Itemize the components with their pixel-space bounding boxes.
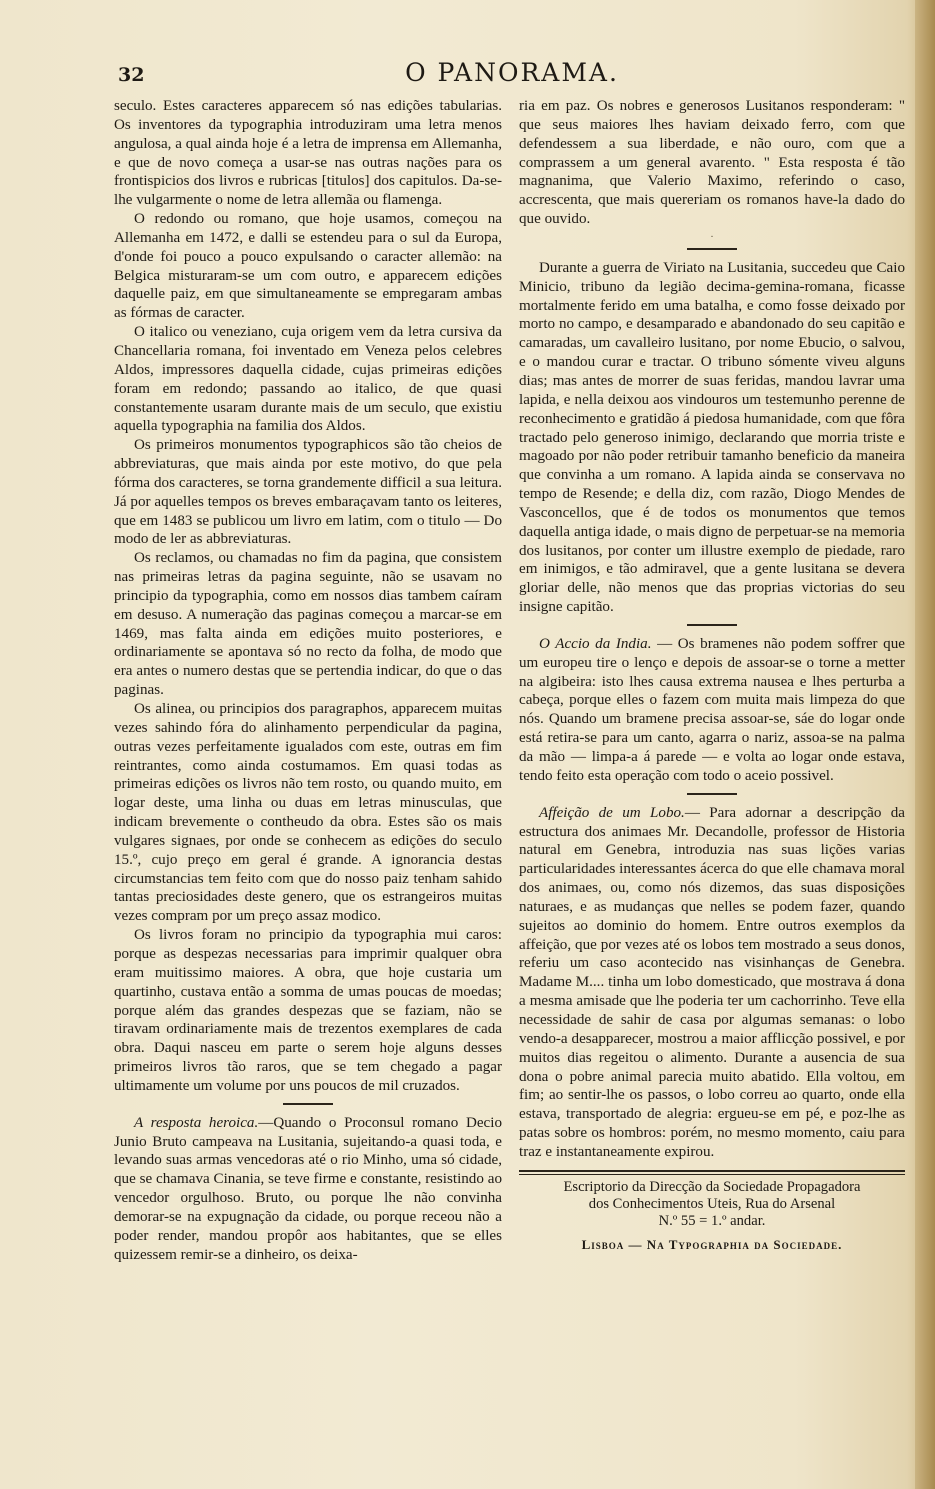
printer-line: Lisboa — Na Typographia da Sociedade. (581, 1236, 843, 1252)
page-number: 32 (118, 64, 145, 86)
section-divider (687, 248, 737, 250)
paragraph: O italico ou veneziano, cuja origem vem da letra cursiva da Chancellaria romana, foi inventado em Veneza pelos celebres Aldos, impressores daquella cidade, cujas primeiras edições foram em redondo; passando ao italico, de que quasi constantemente usaram durante mais de um seculo, que existiu aquella typographia na familia dos Aldos. (114, 324, 502, 435)
paragraph: Os livros foram no principio da typographia mui caros: porque as despezas necessarias para imprimir qualquer obra eram muitissimo maiores. A obra, que hoje custaria um quartinho, custava então a somma de umas poucas de moedas; porque além das grandes despezas que se faziam, não se tiravam ordinariamente mais de trezentos exemplares de cada obra. Daqui nasceu em parte o serem hoje alguns desses primeiros livros tão raros, que se tem chegado a pagar ultimamente um volume por uns poucos de mil cruzados. (114, 927, 502, 1094)
journal-title: O PANORAMA. (405, 58, 619, 87)
lobo-text: — Para adornar a descripção da estructura dos animaes Mr. Decandolle, professor de Historia natural em Genebra, introduzia nas suas lições varias particularidades interessantes ácerca do que elle chamava moral dos animaes, ou, como nós dizemos, das suas disposições naturaes, e as mudanças que nelles se podem fazer, quando sujeitos ao dominio do homem. Entre outros exemplos da affeição, que por vezes até os lobos tem mostrado a seus donos, referiu um caso acontecido nas visinhanças de Genebra. Madame M.... tinha um lobo domesticado, que mostrava á dona a mesma amisade que lhe poderia ter um cachorrinho. Teve ella necessidade de sahir de casa por algumas semanas: o lobo vendo-a desapparecer, mostrou a maior afflicção possivel, e por muitos dias regeitou o alimento. Durante a ausencia de sua dona o pobre animal parecia muito abatido. Ella voltou, em fim; ao sentir-lhe os passos, o lobo correu ao quarto, onde ella estava, transportado de alegria: ergueu-se em pé, e poz-lhe as patas sobre os hombros: porém, no mesmo momento, caiu para traz e instantaneamente expirou. (519, 804, 905, 1160)
lobo-title: Affeição de um Lobo. (539, 804, 685, 821)
colophon-line: Escriptorio da Direcção da Sociedade Propagadora (563, 1178, 861, 1195)
resposta-continuation: ria em paz. Os nobres e generosos Lusitanos responderam: " que seus maiores lhes haviam deixado ferro, com que defendessem a sua liberdade, e não ouro, com que a comprassem a um general avarento. " Esta resposta é tão magnanima, que Valerio Maximo, referindo o caso, accrescenta, que mais quereriam os romanos have-la dado do que ouvido. (519, 98, 905, 228)
page-header (112, 58, 912, 98)
paragraph: Os reclamos, ou chamadas no fim da pagina, que consistem nas primeiras letras da pagina seguinte, não se usavam no principio da typographia, como em nossos dias tambem caíram em desuso. A numeração das paginas começou a marcar-se em 1469, mas falta ainda em edições muito posteriores, e ordinariamente se apontava só no recto da folha, de modo que era antes o numero destas que se pertendia indicar, do que o das paginas. (114, 550, 502, 699)
accio-paragraph (519, 635, 905, 786)
paragraph: O redondo ou romano, que hoje usamos, começou na Allemanha em 1472, e dalli se estendeu para o sul da Europa, d'onde foi pouco a pouco expulsando o caracter allemão: na Belgica misturaram-se um com outro, e apparecem edições daquelle paiz, em que simultaneamente se empregaram ambas as fórmas de caracter. (114, 211, 502, 322)
lobo-paragraph (519, 804, 905, 1162)
paragraph: Os alinea, ou principios dos paragraphos, apparecem muitas vezes sahindo fóra do alinhamento perpendicular da pagina, outras vezes perfeitamente igualados com este, outras em fim reintrantes, como ainda costumamos. Em quasi todas as primeiras edições os livros não tem rosto, ou quando muito, em logar deste, uma linha ou duas em letras minusculas, que indicam brevemente o contheudo da obra. Estes são os mais vulgares signaes, por onde se conhecem as edições do seculo 15.º, cujo preço em geral é grande. A ignorancia destas circumstancias tem feito com que do nosso paiz tenham sahido tantas preciosidades deste genero, que os estrangeiros muitas vezes compram por um preço assaz modico. (114, 701, 502, 925)
resposta-text: —Quando o Proconsul romano Decio Junio Bruto campeava na Lusitania, sujeitando-a quasi toda, e levando suas armas vencedoras até o rio Minho, uma só cidade, que se chamava Cinania, se teve firme e constante, resistindo ao vencedor orgulhoso. Bruto, ou porque lhe não convinha demorar-se na expugnação da cidade, ou porque receou não a poder render, mandou propôr aos habitantes, que se elles quizessem remir-se a dinheiro, os deixa- (114, 1114, 502, 1263)
accio-title: O Accio da India. (539, 635, 652, 652)
section-divider (687, 793, 737, 795)
accio-text: — Os bramenes não podem soffrer que um europeu tire o lenço e depois de assoar-se o torne a metter na algibeira: isto lhes causa extrema nausea e lhes perturba a cabeça, porque elles o fazem com muita mais limpeza do que nós. Quando um bramene precisa assoar-se, sáe do logar onde está retira-se para um canto, agarra o nariz, assoa-se na palma da mão — limpa-a á parede — e volta ao logar onde estava, tendo feito esta operação com todo o aceio possivel. (519, 635, 905, 784)
section-divider (687, 624, 737, 626)
left-column (114, 97, 502, 1264)
colophon (519, 1170, 905, 1253)
colophon-line: dos Conhecimentos Uteis, Rua do Arsenal (588, 1195, 836, 1212)
resposta-title: A resposta heroica. (134, 1114, 259, 1131)
paragraph: seculo. Estes caracteres apparecem só nas edições tabularias. Os inventores da typographia introduziram uma letra menos angulosa, a qual ainda hoje é a letra de imprensa em Allemanha, e que de novo começa a usar-se nas outras nações para os frontispicios dos livros e rubricas [titulos] dos capitulos. Da-se-lhe vulgarmente o nome de letra allemãa ou flamenga. (114, 98, 502, 209)
section-divider (283, 1103, 333, 1105)
right-column (519, 97, 905, 1253)
resposta-paragraph (114, 1114, 502, 1265)
colophon-line: N.º 55 = 1.º andar. (658, 1212, 766, 1229)
paragraph: Os primeiros monumentos typographicos são tão cheios de abbreviaturas, que mais ainda por este motivo, do que pela fórma dos caracteres, se torna grandemente difficil a sua leitura. Já por aquelles tempos os breves embaraçavam tanto os leiteres, que em 1483 se publicou um livro em latim, com o titulo — Do modo de ler as abbreviaturas. (114, 437, 502, 548)
page-edge (915, 0, 935, 1489)
viriato-paragraph: Durante a guerra de Viriato na Lusitania, succedeu que Caio Minicio, tribuno da legião decima-gemina-romana, ficasse mortalmente ferido em uma batalha, e como fosse deixado por morto no campo, e desamparado e abandonado do seu capitão e camaradas, um cavalleiro lusitano, por nome Ebucio, o salvou, e o mandou curar e tractar. O tribuno sómente viveu alguns dias; mas antes de morrer de suas feridas, mandou lavrar uma lapida, e nella deixou aos vindouros um testemunho perenne de reconhecimento e gratidão á piedosa humanidade, com que fôra tractado pelo generoso inimigo, declarando que morria triste e magoado por não poder retribuir tamanho beneficio da maneira que convinha a um romano. A lapida ainda se conservava no tempo de Resende; e della diz, com razão, Diogo Mendes de Vasconcellos, que é de todos os monumentos que temos daquella antiga idade, o mais digno de perpetuar-se na memoria dos lusitanos, por conter um illustre exemplo de piedade, raro em inimigos, e tão admiravel, que a gente lusitana se devera gloriar delle, não menos que das proprias victorias do seu insigne capitão. (519, 259, 905, 616)
ornament-dot: . (710, 228, 714, 240)
